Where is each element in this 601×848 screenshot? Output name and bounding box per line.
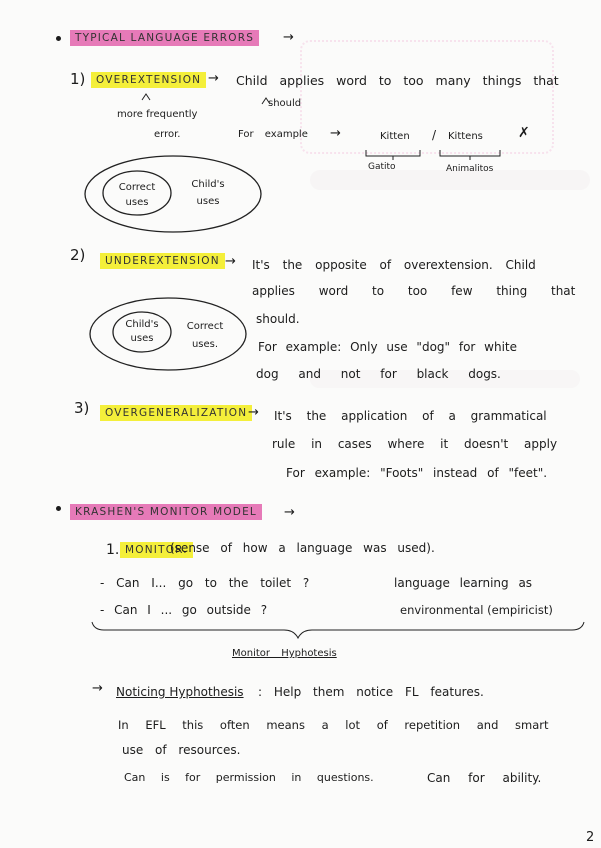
term-overextension: OVEREXTENSION (91, 72, 206, 88)
gloss-gatito: Gatito (368, 162, 396, 172)
venn-outer-label: Correct uses. (186, 321, 224, 350)
monitor-example: - Can I... go to the toilet ? (100, 576, 310, 590)
gloss-animalitos: Animalitos (446, 164, 494, 174)
section-title-typical-errors: TYPICAL LANGUAGE ERRORS (70, 30, 259, 46)
arrow-icon: → (92, 681, 103, 696)
arrow-icon: → (225, 254, 236, 269)
example-label: For example (238, 129, 308, 140)
brace-label: Monitor Hyphotesis (232, 648, 337, 659)
item-number: 1) (70, 70, 86, 88)
underextension-line: It's the opposite of overextension. Child (252, 258, 536, 272)
term-noticing: Noticing Hyphothesis (116, 685, 244, 699)
overextension-definition: Child applies word to too many things that (236, 73, 559, 88)
noticing-line: In EFL this often means a lot of repetition and smart (118, 718, 549, 732)
item-number: 2) (70, 246, 86, 264)
example-word-kittens: Kittens (448, 131, 483, 142)
inserted-word: should (268, 98, 302, 109)
venn-inner-label: Correct uses (118, 182, 156, 208)
side-note: error. (154, 129, 181, 140)
arrow-icon: → (208, 71, 219, 86)
underextension-line: dog and not for black dogs. (256, 367, 501, 381)
cross-icon: ✗ (518, 125, 530, 141)
section-title-monitor-model: KRASHEN'S MONITOR MODEL (70, 504, 262, 520)
monitor-example: - Can I ... go outside ? (100, 603, 268, 617)
noticing-line: use of resources. (122, 743, 241, 757)
underextension-line: For example: Only use "dog" for white (258, 340, 518, 354)
slash: / (432, 128, 437, 142)
venn-inner-label: Child's uses (125, 319, 159, 344)
overgeneralization-line: rule in cases where it doesn't apply (272, 437, 558, 451)
noticing-line: Can for ability. (427, 771, 542, 785)
monitor-note: language learning as (394, 576, 533, 590)
arrow-icon: → (248, 405, 259, 420)
arrow-icon: → (330, 126, 341, 141)
noticing-description: : Help them notice FL features. (258, 685, 484, 699)
overgeneralization-line: It's the application of a grammatical (274, 409, 547, 423)
underextension-line: applies word to too few thing that (252, 284, 576, 298)
overgeneralization-line: For example: "Foots" instead of "feet". (286, 466, 548, 480)
underextension-line: should. (256, 312, 300, 326)
page-number: 2 (586, 830, 595, 845)
venn-diagram-overextension (85, 156, 261, 232)
item-number: 3) (74, 399, 90, 417)
arrow-icon: → (284, 505, 295, 520)
arrow-icon: → (283, 30, 294, 45)
monitor-description: (sense of how a language was used). (170, 541, 435, 555)
term-underextension: UNDEREXTENSION (100, 253, 225, 269)
side-note: more frequently (117, 109, 198, 120)
example-word-kitten: Kitten (380, 131, 410, 142)
monitor-note: environmental (empiricist) (400, 603, 553, 617)
venn-outer-label: Child's uses (191, 179, 225, 207)
item-number: 1. (106, 542, 120, 558)
term-overgeneralization: OVERGENERALIZATION (100, 405, 252, 421)
term-monitor: MONITOR. (120, 542, 193, 558)
noticing-line: Can is for permission in questions. (124, 771, 374, 784)
